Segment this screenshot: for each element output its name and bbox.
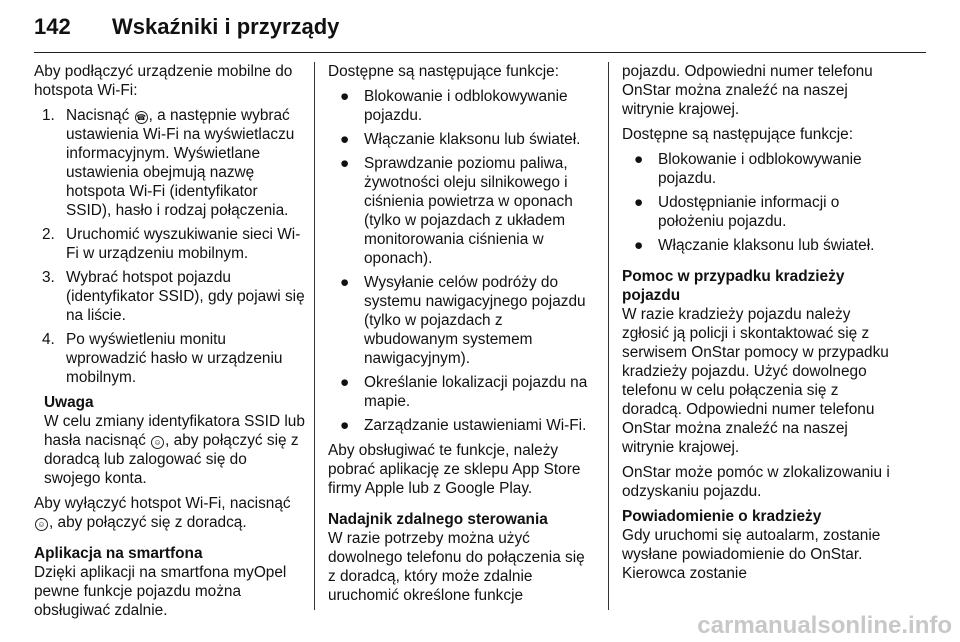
phone-info-button-icon: ☎ (136, 113, 147, 122)
bullet-icon: ● (340, 88, 350, 105)
section-heading-app: Aplikacja na smartfona (34, 545, 203, 562)
column-left (34, 62, 306, 626)
list-item: ● Włączanie klaksonu lub świateł. (340, 131, 581, 148)
list-item: ● Blokowanie i odblokowywanie pojazdu. (340, 88, 568, 124)
alarm-text: Gdy uruchomi się autoalarm, zostanie wysłane powiadomienie do OnStar. Kierowca zostanie (622, 527, 881, 582)
bullet-icon: ● (340, 155, 350, 172)
bullet-icon: ● (634, 194, 644, 211)
list-item: ● Udostępnianie informacji o położeniu pojazdu. (634, 194, 840, 230)
functions-intro: Dostępne są następujące funkcje: (622, 126, 854, 143)
functions-intro: Dostępne są następujące funkcje: (328, 63, 560, 80)
column-right (622, 62, 892, 589)
section-heading-theft: Pomoc w przypadku kradzieży pojazdu (622, 268, 845, 304)
onstar-button-icon: ☺ (35, 518, 48, 531)
wifi-steps (34, 106, 306, 387)
note-heading: Uwaga (44, 394, 94, 411)
app-download-text: Aby obsługiwać te funkcje, należy pobrać aplikację ze sklepu App Store firmy Apple lub z Google Play. (328, 442, 581, 497)
list-item: ● Blokowanie i odblokowywanie pojazdu. (634, 151, 862, 187)
section-heading-remote: Nadajnik zdalnego sterowania (328, 511, 548, 528)
list-item: ● Określanie lokalizacji pojazdu na mapie. (340, 374, 588, 410)
bullet-icon: ● (340, 131, 350, 148)
wifi-disable-text: Aby wyłączyć hotspot Wi-Fi, nacisnąć ☺ , aby połączyć się z doradcą. (34, 495, 291, 531)
bullet-icon: ● (340, 417, 350, 434)
note-text: W celu zmiany identyfikatora SSID lub hasła nacisnąć ☺ , aby połączyć się z doradcą lub zalogować się do swojego konta. (44, 413, 305, 487)
bullet-icon: ● (340, 374, 350, 391)
bullet-icon: ● (340, 274, 350, 291)
remote-text: W razie potrzeby można użyć dowolnego telefonu do połączenia się z doradcą, który może zdalnie uruchomić określone funkcje (328, 530, 585, 604)
column-divider (608, 62, 609, 610)
list-item: 2. Uruchomić wyszukiwanie sieci Wi-Fi w urządzeniu mobilnym. (42, 226, 301, 262)
list-item: ● Wysyłanie celów podróży do systemu nawigacyjnego pojazdu (tylko w pojazdach z wbudowanym systemem nawigacyjnym). (340, 274, 586, 367)
theft-text-2: OnStar może pomóc w zlokalizowaniu i odzyskaniu pojazdu. (622, 464, 890, 500)
section-heading-alarm: Powiadomienie o kradzieży (622, 508, 822, 525)
column-middle (328, 62, 596, 611)
wifi-intro: Aby podłączyć urządzenie mobilne do hotspota Wi-Fi: (34, 63, 293, 99)
column-divider (314, 62, 315, 610)
functions-list (622, 150, 892, 255)
list-item: ● Włączanie klaksonu lub świateł. (634, 237, 875, 254)
page-number: 142 (34, 14, 71, 39)
list-item: ● Sprawdzanie poziomu paliwa, żywotności oleju silnikowego i ciśnienia powietrza w oponach (tylko w pojazdach z układem monitorowania ciśnienia w oponach). (340, 155, 573, 267)
list-item: 1. Nacisnąć ☎ , a następnie wybrać ustawienia Wi-Fi na wyświetlaczu informacyjnym. Wyświetlane ustawienia obejmują nazwę hotspota Wi-Fi (identyfikator SSID), hasło i rodzaj połączenia. (42, 107, 295, 219)
bullet-icon: ● (634, 237, 644, 254)
theft-text: W razie kradzieży pojazdu należy zgłosić ją policji i skontaktować się z serwisem OnStar pomocy w przypadku kradzieży pojazdu. Użyć dowolnego telefonu w celu połączenia się z doradcą. Odpowiedni numer telefonu OnStar można znaleźć na naszej witrynie krajowej. (622, 306, 889, 456)
list-item: 3. Wybrać hotspot pojazdu (identyfikator SSID), gdy pojawi się na liście. (42, 269, 305, 324)
onstar-button-icon: ☺ (151, 436, 164, 449)
app-text: Dzięki aplikacji na smartfona myOpel pewne funkcje pojazdu można obsługiwać zdalnie. (34, 564, 287, 619)
page-title: Wskaźniki i przyrządy (112, 14, 340, 39)
continuation-text: pojazdu. Odpowiedni numer telefonu OnStar można znaleźć na naszej witrynie krajowej. (622, 63, 873, 118)
page-header (34, 8, 926, 53)
list-item: ● Zarządzanie ustawieniami Wi-Fi. (340, 417, 587, 434)
note-box (44, 393, 306, 488)
bullet-icon: ● (634, 151, 644, 168)
functions-list (328, 87, 596, 435)
watermark: carmanualsonline.info (697, 612, 952, 639)
list-item: 4. Po wyświetleniu monitu wprowadzić hasło w urządzeniu mobilnym. (42, 331, 283, 386)
